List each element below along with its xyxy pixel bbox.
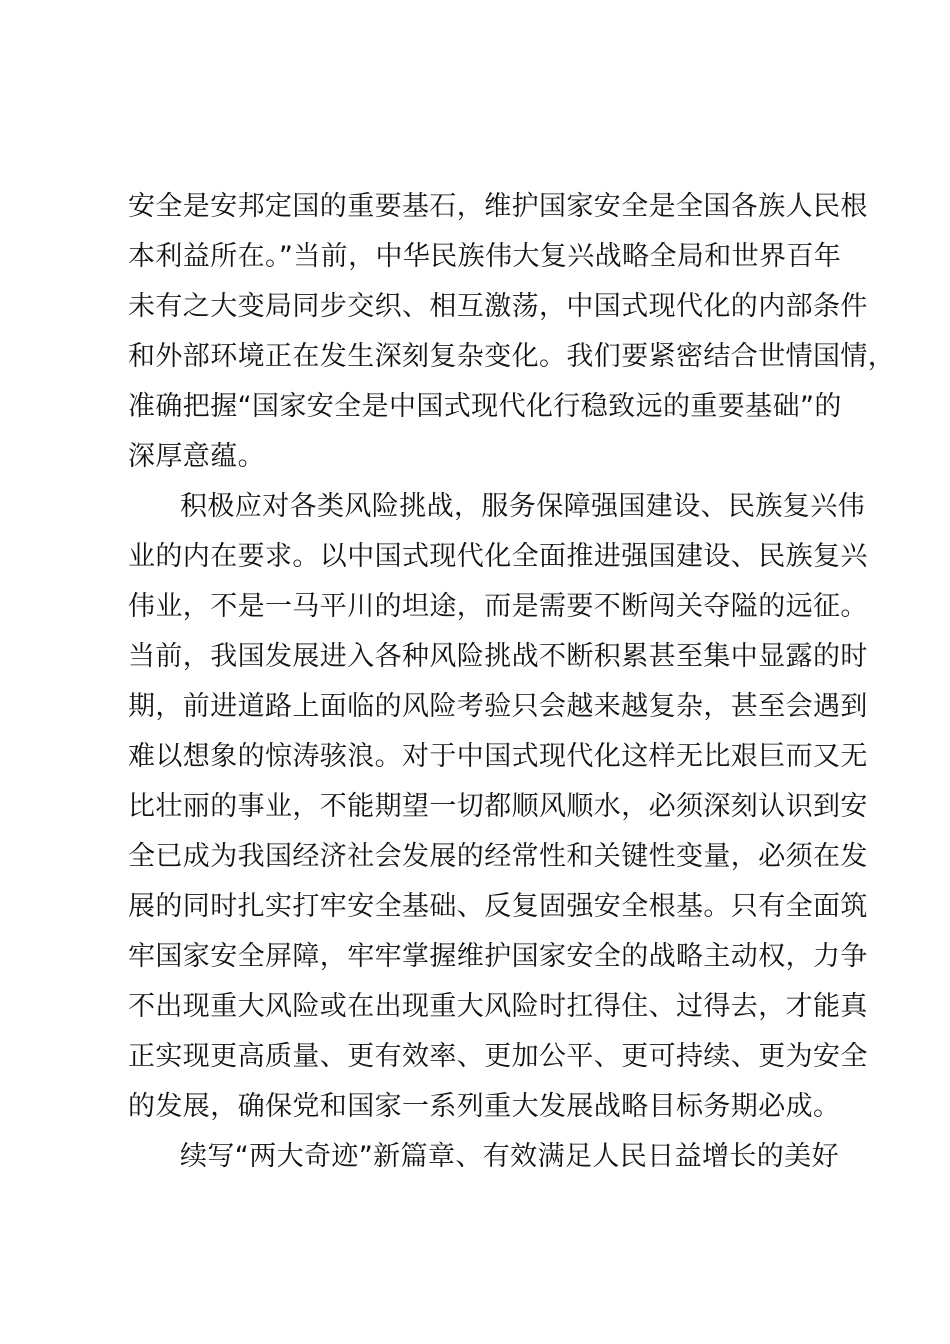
text-line: 积极应对各类风险挑战，服务保障强国建设、民族复兴伟 bbox=[180, 491, 865, 522]
text-line: 比壮丽的事业，不能期望一切都顺风顺水，必须深刻认识到安 bbox=[128, 791, 868, 822]
paragraph-1 bbox=[128, 182, 896, 482]
text-line: 不出现重大风险或在出现重大风险时扛得住、过得去，才能真 bbox=[128, 991, 868, 1022]
text-line: 伟业，不是一马平川的坦途，而是需要不断闯关夺隘的远征。 bbox=[128, 591, 868, 622]
text-line: 未有之大变局同步交织、相互激荡，中国式现代化的内部条件 bbox=[128, 291, 868, 322]
text-line: 深厚意蕴。 bbox=[128, 441, 265, 472]
text-line: 准确把握“国家安全是中国式现代化行稳致远的重要基础”的 bbox=[128, 391, 842, 422]
text-line: 当前，我国发展进入各种风险挑战不断积累甚至集中显露的时 bbox=[128, 641, 868, 672]
text-line: 和外部环境正在发生深刻复杂变化。我们要紧密结合世情国情， bbox=[128, 341, 896, 372]
paragraph-3 bbox=[128, 1132, 858, 1182]
text-line: 本利益所在。”当前，中华民族伟大复兴战略全局和世界百年 bbox=[128, 241, 842, 272]
text-line: 正实现更高质量、更有效率、更加公平、更可持续、更为安全 bbox=[128, 1041, 868, 1072]
text-line: 展的同时扎实打牢安全基础、反复固强安全根基。只有全面筑 bbox=[128, 891, 868, 922]
text-line: 牢国家安全屏障，牢牢掌握维护国家安全的战略主动权，力争 bbox=[128, 941, 868, 972]
text-line: 业的内在要求。以中国式现代化全面推进强国建设、民族复兴 bbox=[128, 541, 868, 572]
paragraph-2 bbox=[128, 482, 868, 1132]
text-line: 全已成为我国经济社会发展的经常性和关键性变量，必须在发 bbox=[128, 841, 868, 872]
document-body bbox=[128, 182, 896, 1182]
text-line: 续写“两大奇迹”新篇章、有效满足人民日益增长的美好 bbox=[180, 1141, 839, 1172]
text-line: 的发展，确保党和国家一系列重大发展战略目标务期必成。 bbox=[128, 1091, 841, 1122]
text-line: 难以想象的惊涛骇浪。对于中国式现代化这样无比艰巨而又无 bbox=[128, 741, 868, 772]
text-line: 安全是安邦定国的重要基石，维护国家安全是全国各族人民根 bbox=[128, 191, 868, 222]
text-line: 期，前进道路上面临的风险考验只会越来越复杂，甚至会遇到 bbox=[128, 691, 868, 722]
